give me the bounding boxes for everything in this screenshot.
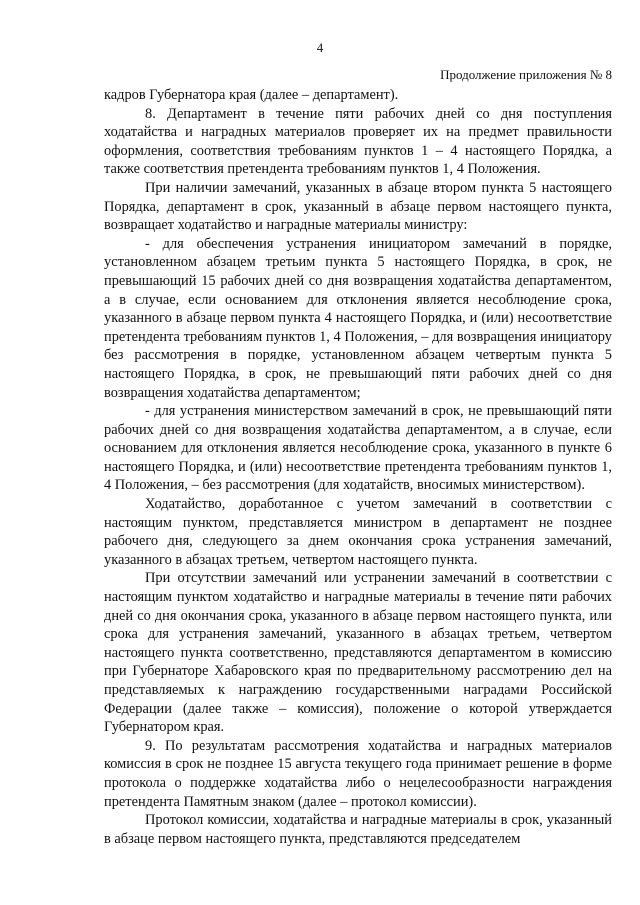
list-item: - для устранения министерством замечаний в срок, не превышающий пяти рабочих дней со дня возвращения ходатайства департаментом, а в случае, если основанием для отклонения является несоблюдение срока, указанного в пункте 6 настоящего Порядка, и (или) несоответствие претендента требованиям пунктов 1, 4 Положения, – без рассмотрения (для ходатайств, вносимых министерством). (104, 403, 612, 494)
continuation-header: Продолжение приложения № 8 (440, 67, 612, 82)
list-item: - для обеспечения устранения инициатором замечаний в порядке, установленном абзацем третьим пункта 5 настоящего Порядка, в срок, не превышающий 15 рабочих дней со дня возвращения ходатайства департаментом, а в случае, если основанием для отклонения является несоблюдение срока, указанного в абзаце первом пункта 4 настоящего Порядка, и (или) несоответствие претендента требованиям пунктов 1, 4 Положения, – для возвращения инициатору без рассмотрения в порядке, установленном абзацем четвертым пункта 5 настоящего Порядка, в срок, не превышающий пяти рабочих дней со дня возвращения ходатайства департаментом; (104, 235, 612, 401)
paragraph: При наличии замечаний, указанных в абзаце втором пункта 5 настоящего Порядка, департамент в срок, указанный в абзаце первом настоящего пункта, возвращает ходатайство и наградные материалы министру: (104, 179, 612, 234)
page-number: 4 (316, 40, 324, 55)
paragraph: Протокол комиссии, ходатайства и наградные материалы в срок, указанный в абзаце первом настоящего пункта, представляются председателем (104, 812, 612, 847)
paragraph: кадров Губернатора края (далее – департамент). (104, 87, 399, 103)
paragraph: 9. По результатам рассмотрения ходатайства и наградных материалов комиссия в срок не позднее 15 августа текущего года принимает решение в форме протокола о поддержке ходатайства либо о нецелесообразности награждения претендента Памятным знаком (далее – протокол комиссии). (104, 737, 612, 810)
paragraph: Ходатайство, доработанное с учетом замечаний в соответствии с настоящим пунктом, представляется министром в департамент не позднее рабочего дня, следующего за днем окончания срока устранения замечаний, указанного в абзацах третьем, четвертом настоящего пункта. (104, 496, 612, 568)
paragraph: 8. Департамент в течение пяти рабочих дней со дня поступления ходатайства и наградных материалов проверяет их на предмет правильности оформления, соответствия требованиям пунктов 1 – 4 настоящего Порядка, а также соответствия претендента требованиям пунктов 1, 4 Положения. (104, 105, 612, 178)
document-body (104, 86, 612, 848)
paragraph: При отсутствии замечаний или устранении замечаний в соответствии с настоящим пунктом ходатайство и наградные материалы в течение пяти рабочих дней со дня окончания срока, указанного в абзаце первом настоящего пункта, или срока для устранения замечаний, указанного в абзацах третьем, четвертом настоящего пункта соответственно, представляются департаментом в комиссию при Губернаторе Хабаровского края по предварительному рассмотрению дел на представляемых к награждению государственными наградами Российской Федерации (далее также – комиссия), положение о которой утверждается Губернатором края. (104, 570, 612, 736)
